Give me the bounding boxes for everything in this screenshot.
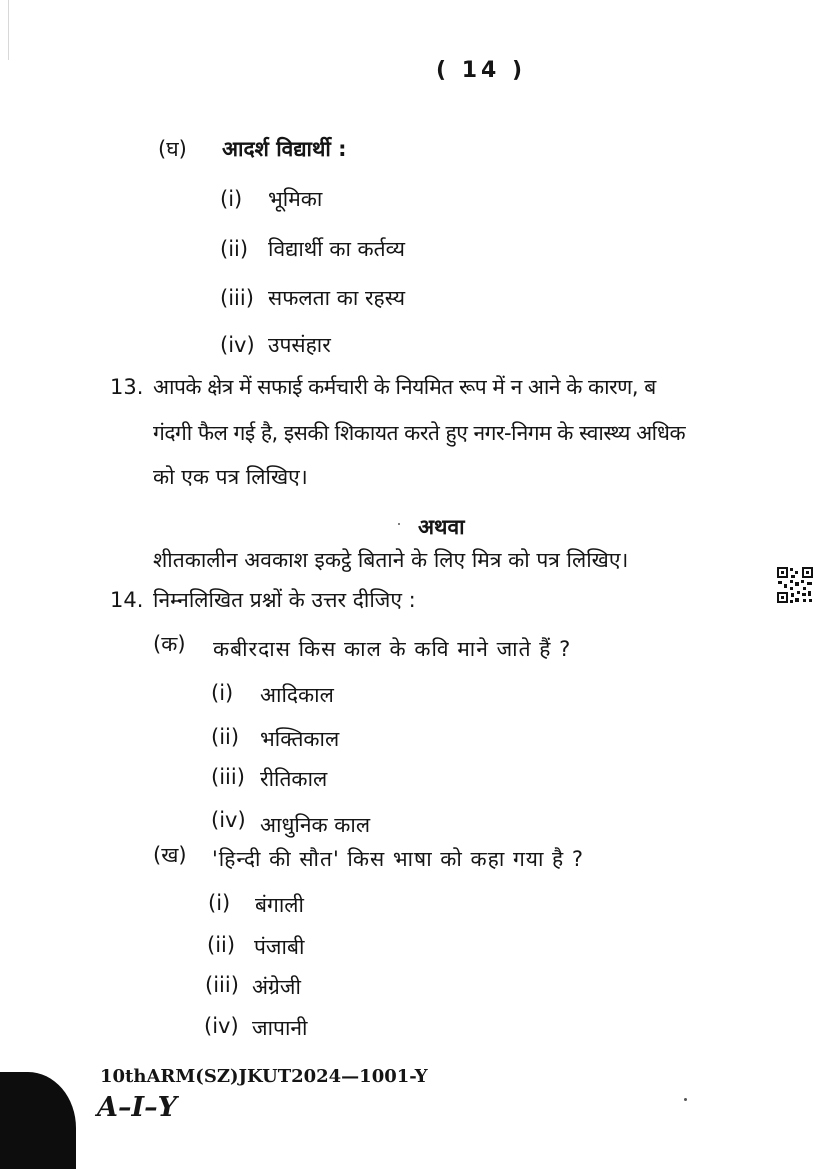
section-title: आदर्श विद्यार्थी :: [222, 137, 347, 161]
point-number: (iii): [220, 286, 254, 310]
part-question: 'हिन्दी की सौत' किस भाषा को कहा गया है ?: [212, 847, 585, 871]
option-number: (iii): [211, 765, 245, 789]
option-number: (iv): [211, 808, 246, 832]
qr-code: [776, 566, 814, 604]
option-text: आधुनिक काल: [260, 813, 371, 837]
question-line: आपके क्षेत्र में सफाई कर्मचारी के नियमित रूप में न आने के कारण, ब: [153, 375, 656, 399]
point-text: भूमिका: [268, 187, 323, 211]
point-number: (i): [220, 187, 243, 211]
question-text: निम्नलिखित प्रश्नों के उत्तर दीजिए :: [153, 588, 416, 612]
point-number: (iv): [220, 333, 255, 357]
option-number: (i): [208, 891, 231, 915]
option-number: (i): [211, 681, 234, 705]
section-marker: (घ): [158, 137, 187, 161]
page-number: ( 14 ): [436, 58, 527, 83]
option-text: रीतिकाल: [260, 767, 328, 791]
option-text: जापानी: [252, 1016, 308, 1040]
paper-code: 10thARM(SZ)JKUT2024—1001-Y: [100, 1066, 428, 1087]
option-number: (ii): [207, 933, 236, 957]
option-text: बंगाली: [255, 893, 304, 917]
point-text: विद्यार्थी का कर्तव्य: [268, 237, 406, 261]
question-number: 14.: [110, 588, 144, 612]
question-line: गंदगी फैल गई है, इसकी शिकायत करते हुए नगर-निगम के स्वास्थ्य अधिक: [153, 421, 686, 445]
part-marker: (क): [153, 632, 186, 656]
question-number: 13.: [110, 375, 144, 399]
scan-speck: [684, 1098, 687, 1101]
point-text: उपसंहार: [268, 333, 331, 357]
part-question: कबीरदास किस काल के कवि माने जाते हैं ?: [213, 637, 572, 661]
option-number: (ii): [211, 725, 240, 749]
page-edge-line: [8, 0, 9, 60]
set-code: A–I–Y: [97, 1092, 177, 1123]
scan-shadow: [0, 1072, 76, 1169]
point-number: (ii): [220, 237, 249, 261]
option-text: अंग्रेजी: [252, 975, 301, 999]
alternative-question: शीतकालीन अवकाश इकट्ठे बिताने के लिए मित्र को पत्र लिखिए।: [153, 548, 629, 572]
option-text: पंजाबी: [254, 935, 305, 959]
part-marker: (ख): [153, 843, 187, 867]
question-line: को एक पत्र लिखिए।: [153, 465, 308, 489]
option-text: आदिकाल: [260, 683, 334, 707]
scan-speck: [398, 523, 400, 525]
point-text: सफलता का रहस्य: [268, 286, 406, 310]
option-text: भक्तिकाल: [260, 727, 340, 751]
option-number: (iii): [205, 973, 239, 997]
option-number: (iv): [204, 1014, 239, 1038]
or-label: अथवा: [418, 515, 465, 539]
